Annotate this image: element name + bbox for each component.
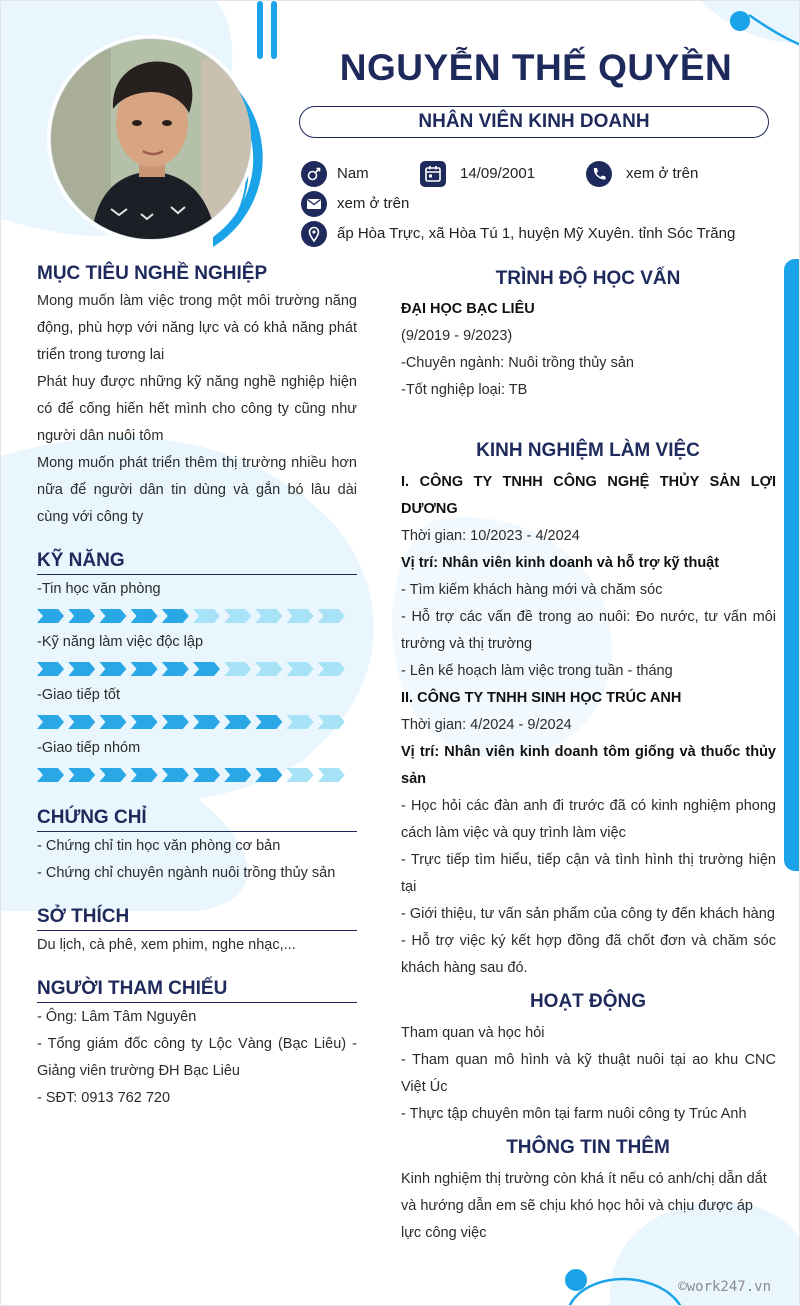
skill-arrow-filled: [68, 768, 95, 782]
profile-photo: [51, 39, 251, 239]
skill-arrow-filled: [99, 609, 126, 623]
skill-arrow-empty: [193, 609, 220, 623]
activity-item: Tham quan và học hỏi: [401, 1025, 545, 1041]
skill-arrow-filled: [193, 662, 220, 676]
references-list: [37, 1004, 357, 1112]
education-heading: TRÌNH ĐỘ HỌC VẤN: [495, 268, 681, 289]
skill-arrow-filled: [99, 768, 126, 782]
school-name: ĐẠI HỌC BẠC LIÊU: [401, 301, 535, 317]
calendar-icon: [420, 161, 446, 187]
skill-arrow-empty: [224, 662, 251, 676]
skill-arrow-empty: [287, 662, 314, 676]
address-value: ấp Hòa Trực, xã Hòa Tú 1, huyện Mỹ Xuyên. tỉnh Sóc Trăng: [337, 225, 736, 242]
education-block: [401, 296, 776, 404]
skill-meter: [37, 661, 357, 677]
skill-meter: [37, 608, 357, 624]
skill-arrow-empty: [318, 715, 345, 729]
experience-heading: KINH NGHIỆM LÀM VIỆC: [476, 440, 700, 461]
skill-arrow-filled: [37, 768, 64, 782]
skill-arrow-filled: [162, 609, 189, 623]
skill-arrow-filled: [193, 768, 220, 782]
skill-arrow-filled: [162, 662, 189, 676]
skill-arrow-filled: [37, 715, 64, 729]
job-duty: - Hỗ trợ việc ký kết hợp đồng đã chốt đơn và chăm sóc khách hàng sau đó.: [401, 933, 776, 976]
skill-arrow-filled: [131, 768, 158, 782]
job-duty: - Trực tiếp tìm hiểu, tiếp cận và tình hình thị trường hiện tại: [401, 852, 776, 895]
phone-icon: [586, 161, 612, 187]
skill-arrow-filled: [99, 715, 126, 729]
watermark: ©work247.vn: [678, 1279, 771, 1295]
skill-arrow-empty: [287, 715, 314, 729]
activities-list: [401, 1020, 776, 1128]
job-duty: - Học hỏi các đàn anh đi trước đã có kinh nghiệm phong cách làm việc và quy trình làm việc: [401, 798, 776, 841]
skill-arrow-filled: [162, 768, 189, 782]
skill-arrow-empty: [318, 609, 345, 623]
email-icon: [301, 191, 327, 217]
certificate-item: - Chứng chỉ tin học văn phòng cơ bản: [37, 838, 281, 854]
job-position: Vị trí: Nhân viên kinh doanh tôm giống và thuốc thủy sản: [401, 744, 776, 787]
experience-block: [401, 469, 776, 982]
skill-arrow-empty: [318, 662, 345, 676]
job-title: NHÂN VIÊN KINH DOANH: [299, 106, 769, 138]
skill-arrow-filled: [224, 768, 251, 782]
skill-arrow-filled: [37, 609, 64, 623]
objective-paragraph: Mong muốn phát triển thêm thị trường nhiều hơn nữa để người dân tin dùng và gắn bó lâu dài cùng với công ty: [37, 455, 357, 525]
skills-heading: KỸ NĂNG: [37, 550, 357, 575]
skill-arrow-filled: [162, 715, 189, 729]
activity-item: - Thực tập chuyên môn tại farm nuôi công ty Trúc Anh: [401, 1106, 747, 1122]
skill-arrow-filled: [68, 715, 95, 729]
certificate-item: - Chứng chỉ chuyên ngành nuôi trồng thủy sản: [37, 865, 336, 881]
education-period: (9/2019 - 9/2023): [401, 328, 513, 344]
hobbies-text: Du lịch, cà phê, xem phim, nghe nhạc,...: [37, 937, 296, 953]
objective-heading: MỤC TIÊU NGHỀ NGHIỆP: [37, 263, 268, 284]
job-duty: - Tìm kiếm khách hàng mới và chăm sóc: [401, 582, 663, 598]
job-company: II. CÔNG TY TNHH SINH HỌC TRÚC ANH: [401, 690, 682, 706]
email-value: xem ở trên: [337, 195, 410, 212]
skill-arrow-filled: [224, 715, 251, 729]
job-duty: - Lên kế hoạch làm việc trong tuần - tháng: [401, 663, 673, 679]
skill-label: -Tin học văn phòng: [37, 581, 161, 597]
skill-arrow-filled: [99, 662, 126, 676]
birthday-value: 14/09/2001: [460, 165, 536, 182]
skill-arrow-filled: [131, 662, 158, 676]
job-duty: - Giới thiệu, tư vấn sản phẩm của công ty đến khách hàng: [401, 906, 775, 922]
education-grade: -Tốt nghiệp loại: TB: [401, 382, 528, 398]
skill-arrow-empty: [224, 609, 251, 623]
skill-arrow-filled: [68, 662, 95, 676]
reference-item: - Tổng giám đốc công ty Lộc Vàng (Bạc Liêu) - Giảng viên trường ĐH Bạc Liêu: [37, 1036, 357, 1079]
education-major: -Chuyên ngành: Nuôi trồng thủy sản: [401, 355, 634, 371]
skill-arrow-filled: [255, 715, 282, 729]
job-company: I. CÔNG TY TNHH CÔNG NGHỆ THỦY SẢN LỢI DƯƠNG: [401, 474, 776, 517]
candidate-name: NGUYỄN THẾ QUYỀN: [339, 47, 733, 88]
job-time: Thời gian: 10/2023 - 4/2024: [401, 528, 580, 544]
job-time: Thời gian: 4/2024 - 9/2024: [401, 717, 572, 733]
objective-text: [37, 288, 357, 531]
activity-item: - Tham quan mô hình và kỹ thuật nuôi tại ao khu CNC Việt Úc: [401, 1052, 776, 1095]
phone-value: xem ở trên: [626, 165, 699, 182]
gender-icon: [301, 161, 327, 187]
skill-arrow-filled: [37, 662, 64, 676]
skill-meter: [37, 714, 357, 730]
location-icon: [301, 221, 327, 247]
references-heading: NGƯỜI THAM CHIẾU: [37, 978, 357, 1003]
hobbies-heading: SỞ THÍCH: [37, 906, 357, 931]
skill-meter: [37, 767, 357, 783]
gender-value: Nam: [337, 165, 369, 182]
skill-label: -Giao tiếp tốt: [37, 687, 121, 703]
objective-paragraph: Mong muốn làm việc trong một môi trường năng động, phù hợp với năng lực và có khả năng phát triển trong tương lai: [37, 293, 357, 363]
skill-arrow-empty: [318, 768, 345, 782]
job-position: Vị trí: Nhân viên kinh doanh và hỗ trợ kỹ thuật: [401, 555, 720, 571]
skill-arrow-filled: [68, 609, 95, 623]
skill-arrow-empty: [255, 662, 282, 676]
certificates-heading: CHỨNG CHỈ: [37, 807, 357, 832]
skill-arrow-empty: [287, 609, 314, 623]
skill-arrow-filled: [193, 715, 220, 729]
reference-item: - Ông: Lâm Tâm Nguyên: [37, 1009, 197, 1025]
activities-heading: HOẠT ĐỘNG: [529, 991, 647, 1012]
reference-item: - SĐT: 0913 762 720: [37, 1090, 171, 1106]
job-duty: - Hỗ trợ các vấn đề trong ao nuôi: Đo nước, tư vấn môi trường và thị trường: [401, 609, 776, 652]
objective-paragraph: Phát huy được những kỹ năng nghề nghiệp hiện có để cống hiến hết mình cho công ty cũng như người dân nuôi tôm: [37, 374, 357, 444]
skill-arrow-filled: [131, 609, 158, 623]
certificates-list: [37, 833, 367, 887]
skill-arrow-filled: [255, 768, 282, 782]
skill-arrow-empty: [255, 609, 282, 623]
skill-label: -Giao tiếp nhóm: [37, 740, 141, 756]
additional-heading: THÔNG TIN THÊM: [506, 1137, 670, 1158]
skill-arrow-filled: [131, 715, 158, 729]
skill-arrow-empty: [287, 768, 314, 782]
additional-text: Kinh nghiệm thị trường còn khá ít nếu có anh/chị dẫn dắt và hướng dẫn em sẽ chịu khó học hỏi và chịu được áp lực công việc: [401, 1171, 767, 1241]
skill-label: -Kỹ năng làm việc độc lập: [37, 634, 204, 650]
